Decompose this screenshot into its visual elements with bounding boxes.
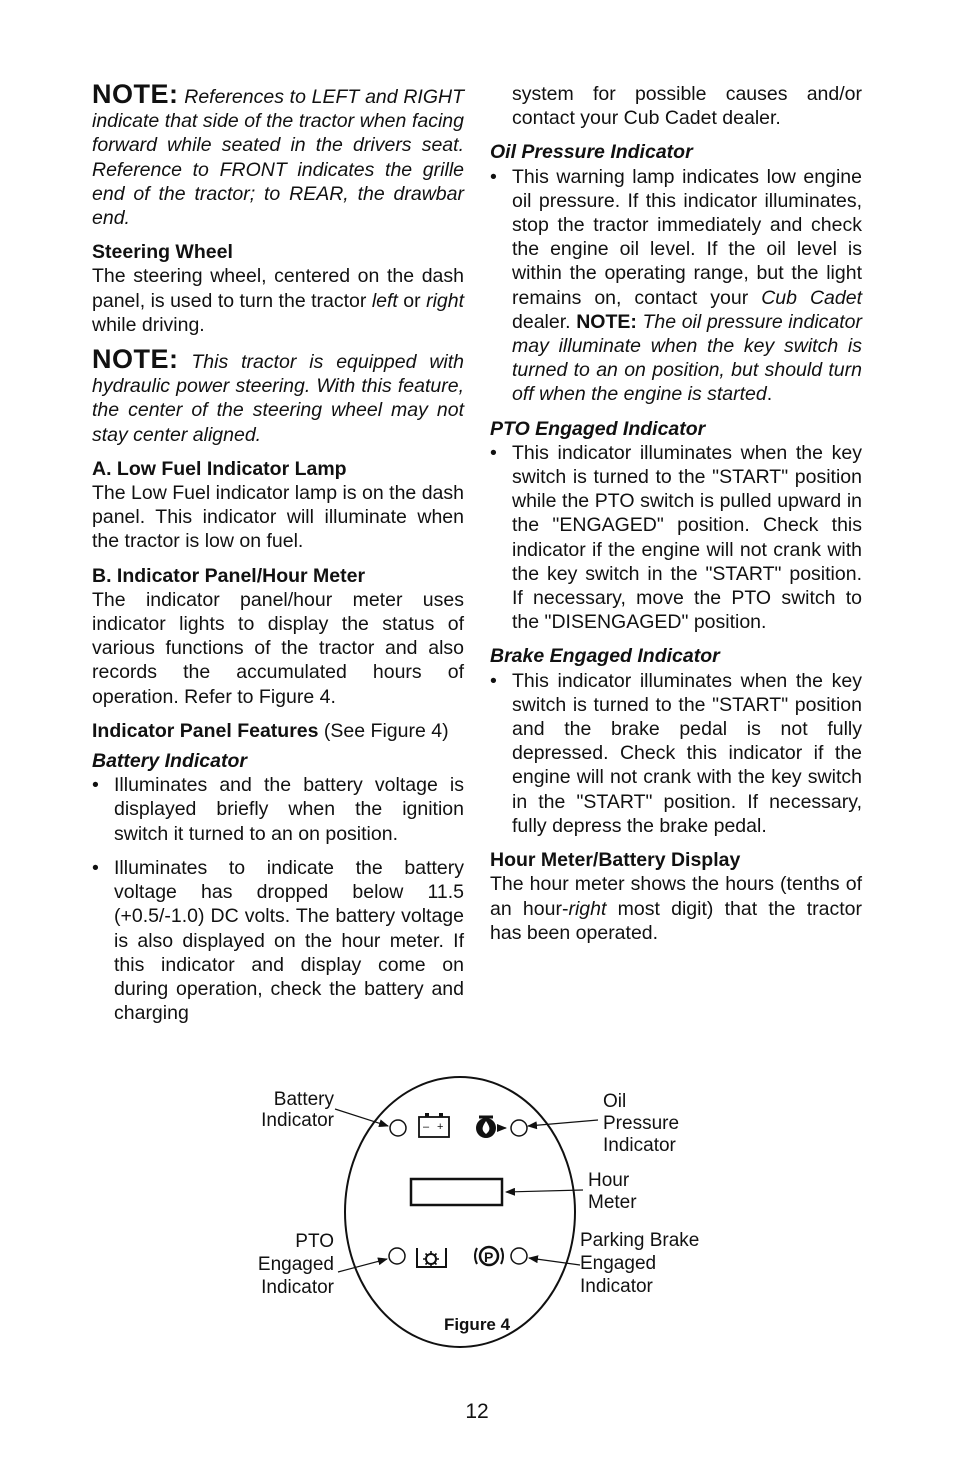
figure-4 xyxy=(230,1070,730,1360)
note-references xyxy=(92,79,464,230)
battery-bullet-2: • Illuminates to indicate the battery voltage has dropped below 11.5 (+0.5/-1.0) DC volts. The battery voltage is also displayed on the hour meter. If this indicator and display come on during operation, check the battery and charging xyxy=(92,856,464,1025)
hour-meter-label-line-2: Meter xyxy=(588,1192,637,1213)
battery-label-line-1: Battery xyxy=(273,1089,334,1110)
brake-lamp-icon xyxy=(511,1248,527,1264)
oil-leader-line xyxy=(528,1120,598,1126)
steering-wheel-text: The steering wheel, centered on the dash panel, is used to turn the tractor left or right while driving. xyxy=(92,265,465,336)
figure-caption: Figure 4 xyxy=(443,1315,511,1334)
brake-label-line-2: Engaged xyxy=(580,1253,657,1274)
pto-leader-line xyxy=(338,1259,387,1272)
brake-engaged-heading: Brake Engaged Indicator xyxy=(490,645,720,668)
note-label: NOTE: xyxy=(92,79,179,109)
pto-engaged-bullet: • This indicator illuminates when the key switch is turned to the "START" position while the PTO switch is pulled upward in the "ENGAGED" position. Check this indicator if the engine will not crank with the key switch in the "START" position. If necessary, move the PTO switch to the "DISENGAGED" position. xyxy=(490,441,862,635)
battery-leader-line xyxy=(335,1109,388,1126)
hour-meter-text: The hour meter shows the hours (tenths of an hour-right most digit) that the tractor has been operated. xyxy=(490,873,863,944)
parking-brake-icon xyxy=(475,1247,503,1265)
pto-label-line-3: Indicator xyxy=(261,1277,334,1298)
right-column xyxy=(490,82,862,945)
battery-continued-text: system for possible causes and/or contact your Cub Cadet dealer. xyxy=(512,83,862,130)
battery-label-line-2: Indicator xyxy=(261,1110,334,1131)
oil-pressure-bullet: • This warning lamp indicates low engine oil pressure. If this indicator illuminates, stop the tractor immediately and check the engine oil level. If the oil level is within the operating range, but the light remains on, contact your Cub Cadet dealer. NOTE: The oil pressure indicator may illuminate when the key switch is turned to an on position, but should turn off when the engine is started. xyxy=(490,165,862,407)
battery-bullet-1: • Illuminates and the battery voltage is displayed briefly when the ignition switch it turned to an on position. xyxy=(92,773,464,846)
brake-leader-line xyxy=(529,1258,580,1265)
brake-label-line-1: Parking Brake xyxy=(580,1230,700,1251)
hour-meter-leader-line xyxy=(506,1190,583,1192)
oil-label-line-3: Indicator xyxy=(603,1135,676,1156)
hour-meter-label-line-1: Hour xyxy=(588,1170,630,1191)
hour-meter-display xyxy=(411,1179,502,1205)
oil-can-icon xyxy=(476,1117,496,1138)
battery-icon xyxy=(419,1113,449,1137)
svg-text:+: + xyxy=(437,1121,444,1133)
low-fuel-heading: A. Low Fuel Indicator Lamp xyxy=(92,457,347,480)
left-column xyxy=(92,79,465,1025)
svg-text:–: – xyxy=(423,1121,430,1133)
pto-label-line-1: PTO xyxy=(295,1231,334,1252)
indicator-features-heading: Indicator Panel Features (See Figure 4) xyxy=(92,719,449,742)
svg-text:P: P xyxy=(484,1249,494,1265)
note-text: References to LEFT and RIGHT indicate that side of the tractor when facing forward while seated in the drivers seat. Reference to FRONT indicates the grille end of the tractor; to REAR, the drawbar end. xyxy=(92,86,464,230)
pto-icon xyxy=(417,1248,446,1267)
oil-label-line-2: Pressure xyxy=(603,1113,680,1134)
indicator-panel-heading: B. Indicator Panel/Hour Meter xyxy=(92,564,366,587)
pto-lamp-icon xyxy=(389,1248,405,1264)
hour-meter-heading: Hour Meter/Battery Display xyxy=(490,849,741,872)
oil-pressure-heading: Oil Pressure Indicator xyxy=(490,141,693,164)
brake-label-line-3: Indicator xyxy=(580,1276,653,1297)
panel-outline xyxy=(345,1077,575,1347)
brake-engaged-bullet: • This indicator illuminates when the key switch is turned to the "START" position and the brake pedal is not fully depressed. Check this indicator if the engine will not crank with the key switch in the "START" position. If necessary, fully depress the brake pedal. xyxy=(490,669,862,838)
indicator-panel-text: The indicator panel/hour meter uses indicator lights to display the status of various functions of the tractor and also records the accumulated hours of operation. Refer to Figure 4. xyxy=(92,588,464,708)
battery-lamp-icon xyxy=(390,1120,406,1136)
pto-engaged-heading: PTO Engaged Indicator xyxy=(490,417,706,440)
indicator-panel-diagram xyxy=(230,1070,730,1360)
oil-lamp-icon xyxy=(511,1120,527,1136)
note-power-steering xyxy=(92,344,465,447)
note-text: This tractor is equipped with hydraulic power steering. With this feature, the center of the steering wheel may not stay center aligned. xyxy=(92,351,465,446)
pto-label-line-2: Engaged xyxy=(257,1254,334,1275)
note-label: NOTE: xyxy=(92,344,179,375)
page-number: 12 xyxy=(465,1400,489,1423)
battery-indicator-heading: Battery Indicator xyxy=(92,750,247,773)
oil-label-line-1: Oil xyxy=(603,1091,627,1112)
steering-wheel-heading: Steering Wheel xyxy=(92,241,233,264)
low-fuel-text: The Low Fuel indicator lamp is on the dash panel. This indicator will illuminate when the tractor is low on fuel. xyxy=(92,482,464,553)
